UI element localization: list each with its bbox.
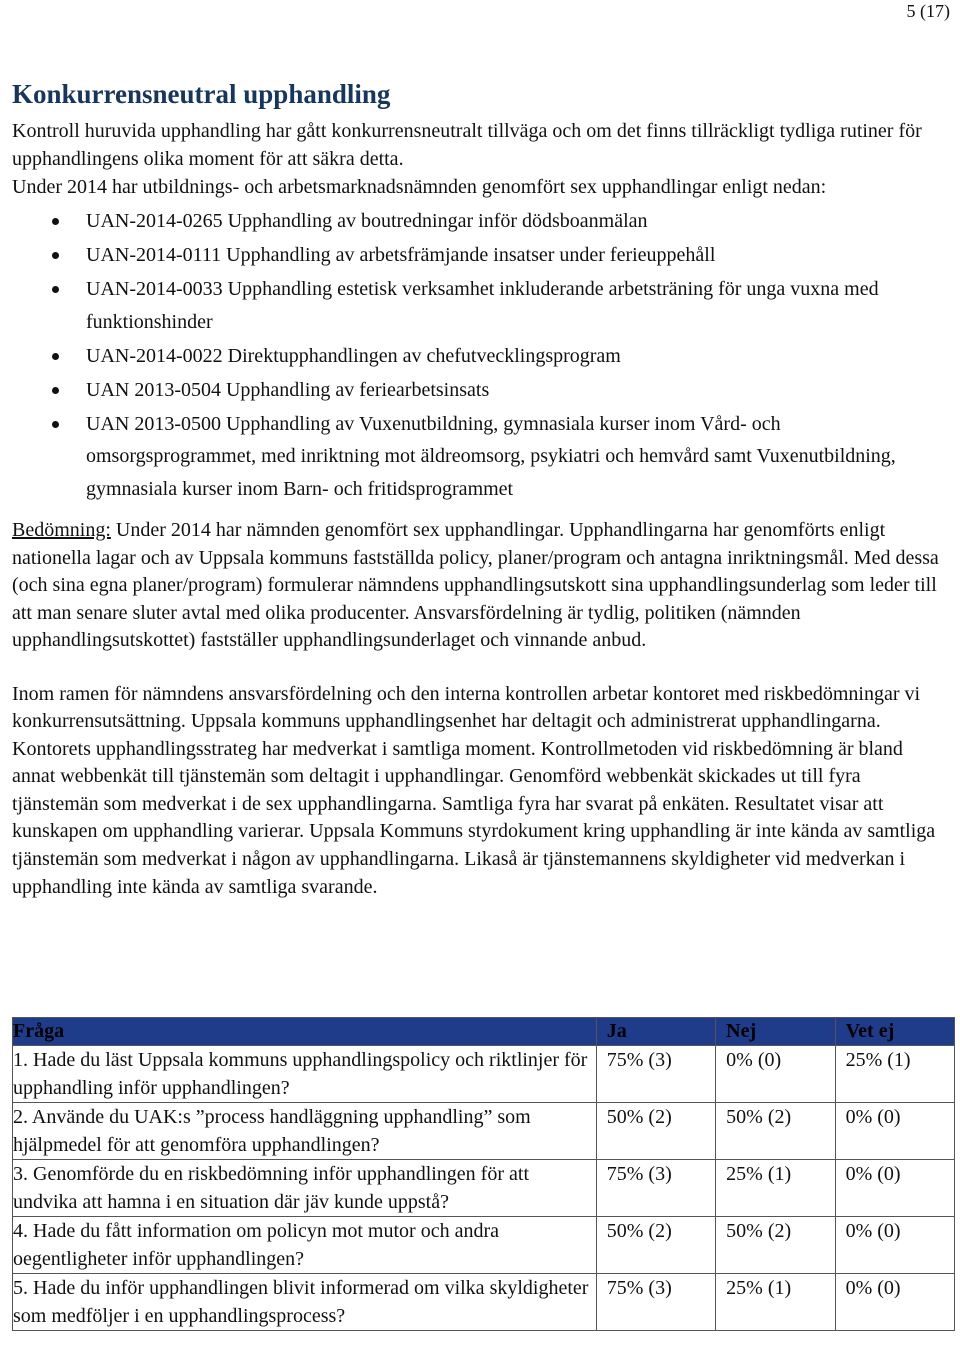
question-cell: 4. Hade du fått information om policyn mot mutor och andra oegentligheter inför upphandlingen? <box>13 1217 597 1274</box>
list-item <box>12 239 948 272</box>
table-row <box>13 1160 955 1217</box>
bullet-icon <box>52 286 59 293</box>
no-cell: 50% (2) <box>716 1103 835 1160</box>
bullet-icon <box>52 353 59 360</box>
dont-know-cell: 25% (1) <box>835 1046 954 1103</box>
bullet-icon <box>52 387 59 394</box>
bullet-icon <box>52 421 59 428</box>
procurement-list <box>12 205 948 505</box>
procurement-text: UAN-2014-0265 Upphandling av boutredningar inför dödsboanmälan <box>86 210 648 232</box>
procurement-text: UAN-2014-0111 Upphandling av arbetsfrämjande insatser under ferieuppehåll <box>86 244 716 266</box>
procurement-text: UAN 2013-0500 Upphandling av Vuxenutbildning, gymnasiala kurser inom Vård- och omsorgsprogrammet, med inriktning mot äldreomsorg, psykiatri och hemvård samt Vuxenutbildning, gymnasiala kurser inom Barn- och fritidsprogrammet <box>86 412 896 500</box>
assessment-paragraph <box>12 517 948 655</box>
procurement-text: UAN-2014-0033 Upphandling estetisk verksamhet inkluderande arbetsträning för unga vuxna med funktionshinder <box>86 278 879 333</box>
intro-paragraph: Kontroll huruvida upphandling har gått konkurrensneutralt tillväga och om det finns tillräckligt tydliga rutiner för upphandlingens olika moment för att säkra detta. <box>12 120 922 170</box>
assessment-text: Under 2014 har nämnden genomfört sex upphandlingar. Upphandlingarna har genomförts enligt nationella lagar och av Uppsala kommuns fastställda policy, planer/program och antagna inriktningsmål. Med dessa (och sina egna planer/program) formulerar nämndens upphandlingsutskott sina upphandlingsunderlag som leder till att man senare sluter avtal med olika producenter. Ansvarsfördelning är tydlig, politiken (nämnden upphandlingsutskottet) fastställer upphandlingsunderlaget och vinnande anbud. <box>12 519 939 651</box>
dont-know-cell: 0% (0) <box>835 1274 954 1331</box>
document-body <box>12 77 948 901</box>
lead-paragraph: Under 2014 har utbildnings- och arbetsmarknadsnämnden genomfört sex upphandlingar enligt nedan: <box>12 176 827 198</box>
page-number: 5 (17) <box>906 1 950 21</box>
yes-cell: 50% (2) <box>596 1103 715 1160</box>
bullet-icon <box>52 218 59 225</box>
list-item <box>12 374 948 407</box>
list-item <box>12 408 948 506</box>
dont-know-cell: 0% (0) <box>835 1103 954 1160</box>
list-item <box>12 273 948 338</box>
survey-table <box>12 1017 955 1331</box>
header-no: Nej <box>716 1018 835 1046</box>
no-cell: 25% (1) <box>716 1274 835 1331</box>
yes-cell: 50% (2) <box>596 1217 715 1274</box>
dont-know-cell: 0% (0) <box>835 1160 954 1217</box>
table-row <box>13 1103 955 1160</box>
question-cell: 3. Genomförde du en riskbedömning inför upphandlingen för att undvika att hamna i en situation där jäv kunde uppstå? <box>13 1160 597 1217</box>
table-row <box>13 1217 955 1274</box>
bullet-icon <box>52 252 59 259</box>
section-heading: Konkurrensneutral upphandling <box>12 79 391 109</box>
question-cell: 5. Hade du inför upphandlingen blivit informerad om vilka skyldigheter som medföljer i en upphandlingsprocess? <box>13 1274 597 1331</box>
yes-cell: 75% (3) <box>596 1160 715 1217</box>
question-cell: 2. Använde du UAK:s ”process handläggning upphandling” som hjälpmedel för att genomföra upphandlingen? <box>13 1103 597 1160</box>
question-cell: 1. Hade du läst Uppsala kommuns upphandlingspolicy och riktlinjer för upphandling inför upphandlingen? <box>13 1046 597 1103</box>
no-cell: 0% (0) <box>716 1046 835 1103</box>
no-cell: 25% (1) <box>716 1160 835 1217</box>
table-row <box>13 1046 955 1103</box>
yes-cell: 75% (3) <box>596 1046 715 1103</box>
header-yes: Ja <box>596 1018 715 1046</box>
assessment-label: Bedömning: <box>12 519 111 541</box>
procurement-text: UAN 2013-0504 Upphandling av feriearbetsinsats <box>86 378 490 401</box>
list-item <box>12 205 948 238</box>
body-paragraph: Inom ramen för nämndens ansvarsfördelning och den interna kontrollen arbetar kontoret med riskbedömningar vi konkurrensutsättning. Uppsala kommuns upphandlingsenhet har deltagit och administrerat upphandlingarna. Kontorets upphandlingsstrateg har medverkat i samtliga moment. Kontrollmetoden vid riskbedömning är bland annat webbenkät till tjänstemän som deltagit i upphandlingar. Genomförd webbenkät skickades ut till fyra tjänstemän som medverkat i de sex upphandlingarna. Samtliga fyra har svarat på enkäten. Resultatet visar att kunskapen om upphandling varierar. Uppsala Kommuns styrdokument kring upphandling är inte kända av samtliga tjänstemän som medverkat i någon av upphandlingarna. Likaså är tjänstemannens skyldigheter vid medverkan i upphandling inte kända av samtliga svarande. <box>12 682 936 898</box>
list-item <box>12 340 948 373</box>
table-header-row <box>13 1018 955 1046</box>
header-dont-know: Vet ej <box>835 1018 954 1046</box>
no-cell: 50% (2) <box>716 1217 835 1274</box>
yes-cell: 75% (3) <box>596 1274 715 1331</box>
procurement-text: UAN-2014-0022 Direktupphandlingen av chefutvecklingsprogram <box>86 344 621 367</box>
header-question: Fråga <box>13 1018 597 1046</box>
table-row <box>13 1274 955 1331</box>
dont-know-cell: 0% (0) <box>835 1217 954 1274</box>
